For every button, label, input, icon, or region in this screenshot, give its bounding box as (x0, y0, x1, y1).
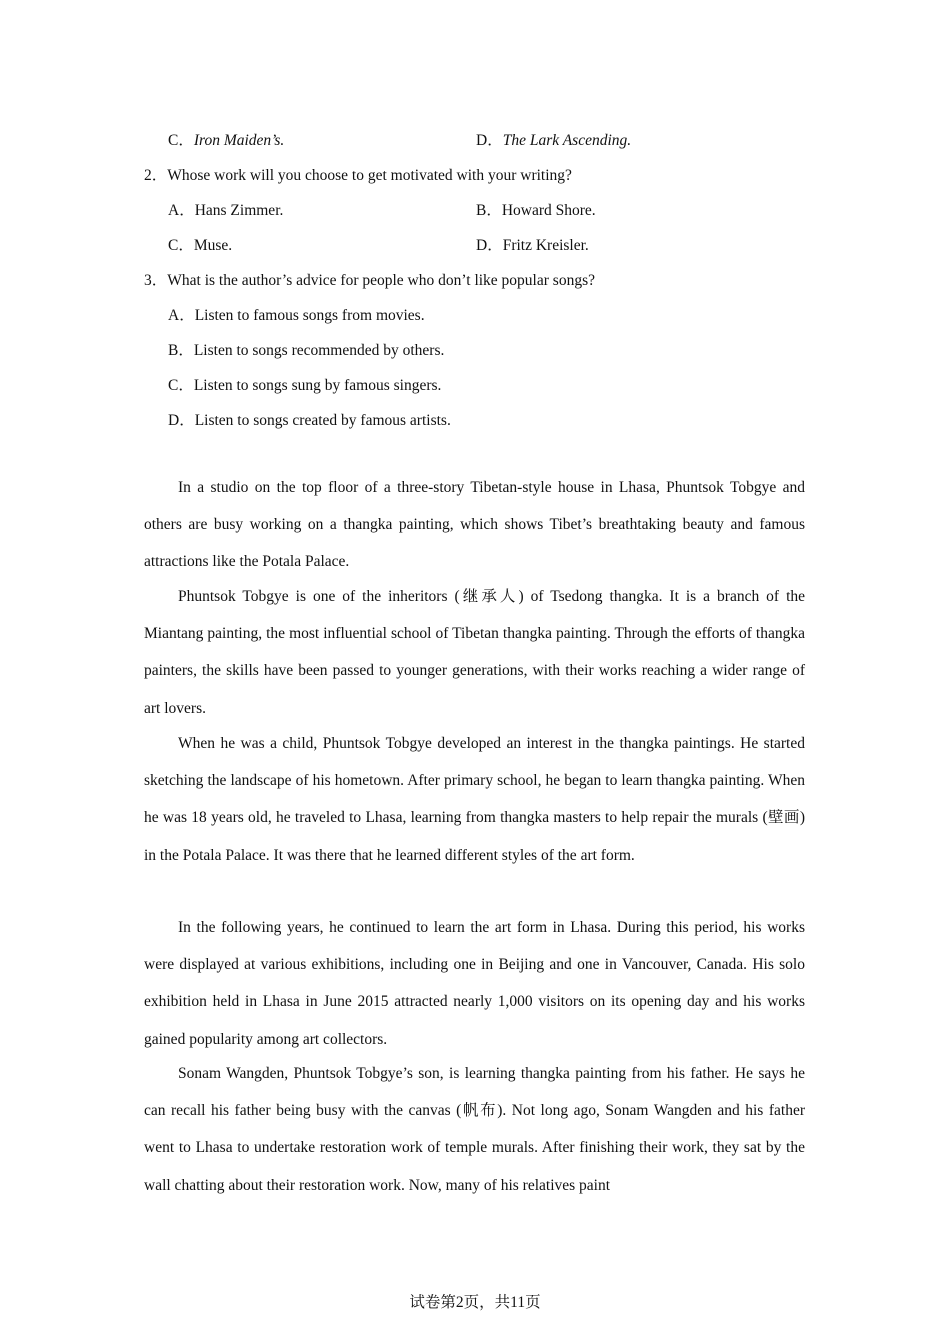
q1-option-c-label: C． (168, 132, 194, 149)
q2-option-c: C．Muse. (168, 237, 233, 254)
q1-option-d (476, 128, 631, 150)
q3-stem: 3．What is the author’s advice for people who don’t like popular songs? (144, 272, 595, 289)
page-number-footer: 试卷第2页，共11页 (409, 1294, 541, 1311)
q3-option-b: B．Listen to songs recommended by others. (168, 342, 445, 359)
q3-option-c: C．Listen to songs sung by famous singers. (168, 377, 442, 394)
q3-option-a: A．Listen to famous songs from movies. (168, 307, 425, 324)
passage-paragraph-1: In a studio on the top floor of a three-story Tibetan-style house in Lhasa, Phuntsok Tobgye and others are busy working on a thangka painting, which shows Tibet’s breathtaking beauty and famous attractions like the Potala Palace. (144, 479, 805, 571)
q2-option-b: B．Howard Shore. (476, 202, 596, 219)
q1-option-d-label: D． (476, 132, 503, 149)
passage-paragraph-5: Sonam Wangden, Phuntsok Tobgye’s son, is learning thangka painting from his father. He says he can recall his father being busy with the canvas (帆布). Not long ago, Sonam Wangden and his father went to Lhasa to undertake restoration work of temple murals. After finishing their work, they sat by the wall chatting about their restoration work. Now, many of his relatives paint (144, 1065, 805, 1194)
q3-option-d: D．Listen to songs created by famous artists. (168, 412, 451, 429)
q1-option-c (168, 128, 284, 150)
q1-option-d-text: The Lark Ascending. (502, 132, 632, 149)
passage-paragraph-4: In the following years, he continued to learn the art form in Lhasa. During this period, his works were displayed at various exhibitions, including one in Beijing and one in Vancouver, Canada. His solo exhibition held in Lhasa in June 2015 attracted nearly 1,000 visitors on its opening day and his works gained popularity among art collectors. (144, 919, 805, 1048)
q2-option-d: D．Fritz Kreisler. (476, 237, 589, 254)
q2-option-a: A．Hans Zimmer. (168, 202, 284, 219)
passage-paragraph-3: When he was a child, Phuntsok Tobgye developed an interest in the thangka paintings. He started sketching the landscape of his hometown. After primary school, he began to learn thangka painting. When he was 18 years old, he traveled to Lhasa, learning from thangka masters to help repair the murals (壁画) in the Potala Palace. It was there that he learned different styles of the art form. (144, 735, 805, 864)
q2-stem: 2．Whose work will you choose to get motivated with your writing? (144, 167, 572, 184)
passage-paragraph-2: Phuntsok Tobgye is one of the inheritors (继承人) of Tsedong thangka. It is a branch of the Miantang painting, the most influential school of Tibetan thangka painting. Through the efforts of thangka painters, the skills have been passed to younger generations, with their works reaching a wider range of art lovers. (144, 588, 805, 717)
q1-option-c-text: Iron Maiden’s. (193, 132, 285, 149)
